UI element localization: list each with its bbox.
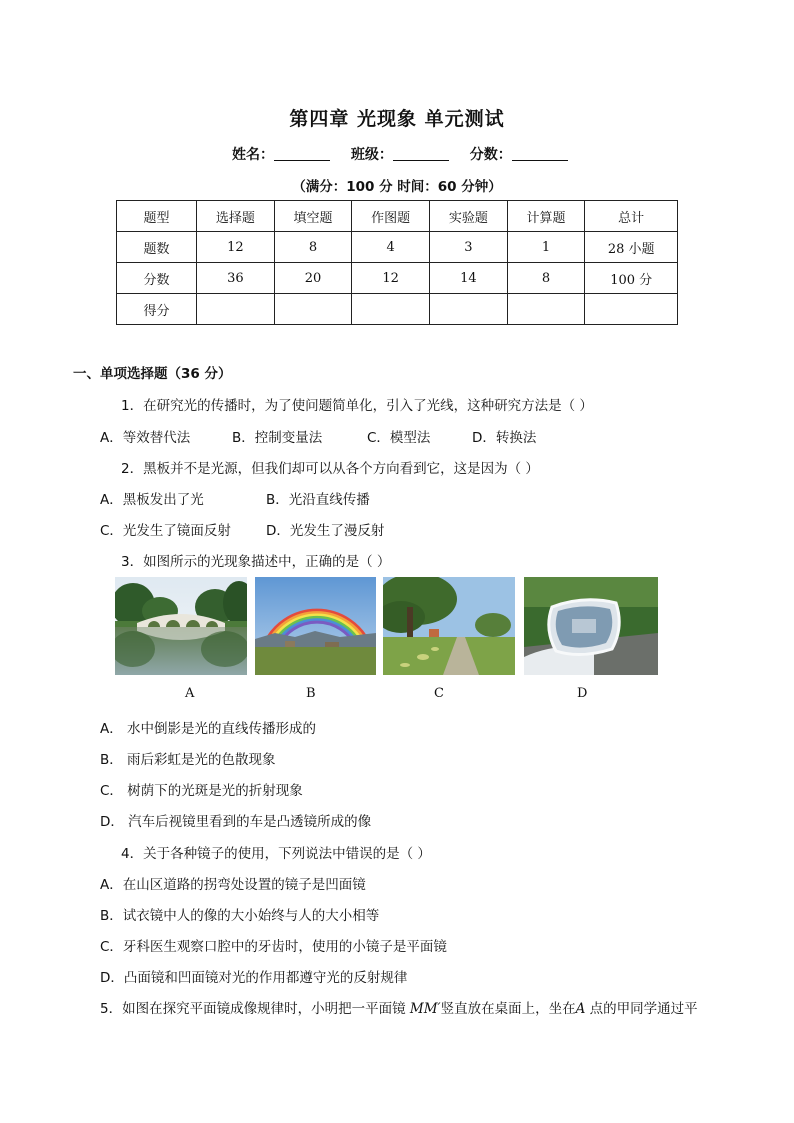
table-cell: 题数 — [117, 232, 197, 263]
table-cell: 4 — [352, 232, 430, 263]
option-d[interactable]: D．凸面镜和凹面镜对光的作用都遵守光的反射规律 — [100, 970, 408, 986]
score-entry-cell[interactable] — [352, 294, 430, 325]
car-mirror-icon — [524, 577, 658, 675]
table-cell: 100 分 — [585, 263, 678, 294]
table-cell: 总计 — [585, 201, 678, 232]
tree-shade-image — [383, 577, 515, 675]
q5-stem-end: 点的甲同学通过平 — [585, 1001, 698, 1017]
question-2-options-row1 — [100, 488, 370, 508]
option-b[interactable]: B． 雨后彩虹是光的色散现象 — [100, 752, 276, 768]
option-c[interactable]: C．模型法 — [367, 430, 431, 446]
table-cell: 分数 — [117, 263, 197, 294]
table-cell: 36 — [197, 263, 275, 294]
table-cell: 28 小题 — [585, 232, 678, 263]
image-label-b: B — [306, 686, 316, 701]
name-label: 姓名： — [232, 147, 274, 163]
image-label-d: D — [577, 686, 588, 701]
bridge-reflection-icon — [115, 577, 247, 675]
score-label: 分数： — [469, 147, 512, 163]
table-cell: 14 — [430, 263, 508, 294]
question-2-options-row2 — [100, 519, 384, 539]
question-2-stem: 2．黑板并不是光源，但我们却可以从各个方向看到它，这是因为（ ） — [121, 461, 539, 477]
table-cell: 12 — [352, 263, 430, 294]
table-cell: 20 — [274, 263, 352, 294]
table-cell: 选择题 — [197, 201, 275, 232]
image-label-a: A — [185, 686, 195, 701]
car-mirror-image — [524, 577, 658, 675]
bridge-reflection-image — [115, 577, 247, 675]
option-a[interactable]: A．在山区道路的拐弯处设置的镜子是凹面镜 — [100, 877, 366, 893]
option-d[interactable]: D． 汽车后视镜里看到的车是凸透镜所成的像 — [100, 814, 372, 830]
table-row — [117, 232, 678, 263]
question-3-stem: 3．如图所示的光现象描述中，正确的是（ ） — [121, 554, 391, 570]
class-label: 班级： — [350, 147, 393, 163]
table-cell: 作图题 — [352, 201, 430, 232]
option-c[interactable]: C．光发生了镜面反射 — [100, 523, 231, 539]
tree-shade-icon — [383, 577, 515, 675]
table-cell: 8 — [507, 263, 585, 294]
table-cell: 12 — [197, 232, 275, 263]
option-d[interactable]: D．光发生了漫反射 — [266, 523, 385, 539]
rainbow-image — [255, 577, 376, 675]
section-title: 一、单项选择题（36 分） — [73, 366, 232, 382]
table-cell: 1 — [507, 232, 585, 263]
image-label-c: C — [434, 686, 444, 701]
option-b[interactable]: B．光沿直线传播 — [266, 492, 370, 508]
q5-stem-mid: 竖直放在桌面上，坐在 — [440, 1001, 576, 1017]
score-entry-cell[interactable] — [585, 294, 678, 325]
question-5-stem — [100, 997, 698, 1017]
page-title: 第四章 光现象 单元测试 — [289, 108, 505, 130]
table-cell: 题型 — [117, 201, 197, 232]
table-cell: 计算题 — [507, 201, 585, 232]
score-entry-cell[interactable] — [430, 294, 508, 325]
table-row — [117, 294, 678, 325]
mirror-label: MM′ — [409, 1001, 441, 1017]
point-label: A — [575, 1001, 586, 1017]
table-row — [117, 263, 678, 294]
table-cell: 3 — [430, 232, 508, 263]
score-table — [116, 200, 678, 325]
rainbow-icon — [255, 577, 376, 675]
class-blank[interactable] — [393, 146, 449, 161]
question-1-stem: 1．在研究光的传播时，为了使问题简单化，引入了光线，这种研究方法是（ ） — [121, 398, 593, 414]
option-a[interactable]: A．黑板发出了光 — [100, 492, 204, 508]
name-blank[interactable] — [274, 146, 330, 161]
score-blank[interactable] — [512, 146, 568, 161]
score-entry-cell[interactable] — [507, 294, 585, 325]
table-cell: 实验题 — [430, 201, 508, 232]
table-cell: 得分 — [117, 294, 197, 325]
option-a[interactable]: A． 水中倒影是光的直线传播形成的 — [100, 721, 317, 737]
option-c[interactable]: C． 树荫下的光斑是光的折射现象 — [100, 783, 303, 799]
question-4-stem: 4．关于各种镜子的使用，下列说法中错误的是（ ） — [121, 846, 431, 862]
q5-stem-start: 5．如图在探究平面镜成像规律时，小明把一平面镜 — [100, 1001, 410, 1017]
table-cell: 填空题 — [274, 201, 352, 232]
question-1-options — [100, 426, 536, 446]
score-entry-cell[interactable] — [197, 294, 275, 325]
student-info-line — [232, 144, 568, 164]
table-row — [117, 201, 678, 232]
score-entry-cell[interactable] — [274, 294, 352, 325]
option-d[interactable]: D．转换法 — [472, 430, 537, 446]
table-cell: 8 — [274, 232, 352, 263]
option-b[interactable]: B．控制变量法 — [232, 430, 323, 446]
option-c[interactable]: C．牙科医生观察口腔中的牙齿时，使用的小镜子是平面镜 — [100, 939, 447, 955]
option-a[interactable]: A．等效替代法 — [100, 430, 191, 446]
option-b[interactable]: B．试衣镜中人的像的大小始终与人的大小相等 — [100, 908, 380, 924]
exam-meta: （满分：100 分 时间：60 分钟） — [292, 179, 502, 195]
